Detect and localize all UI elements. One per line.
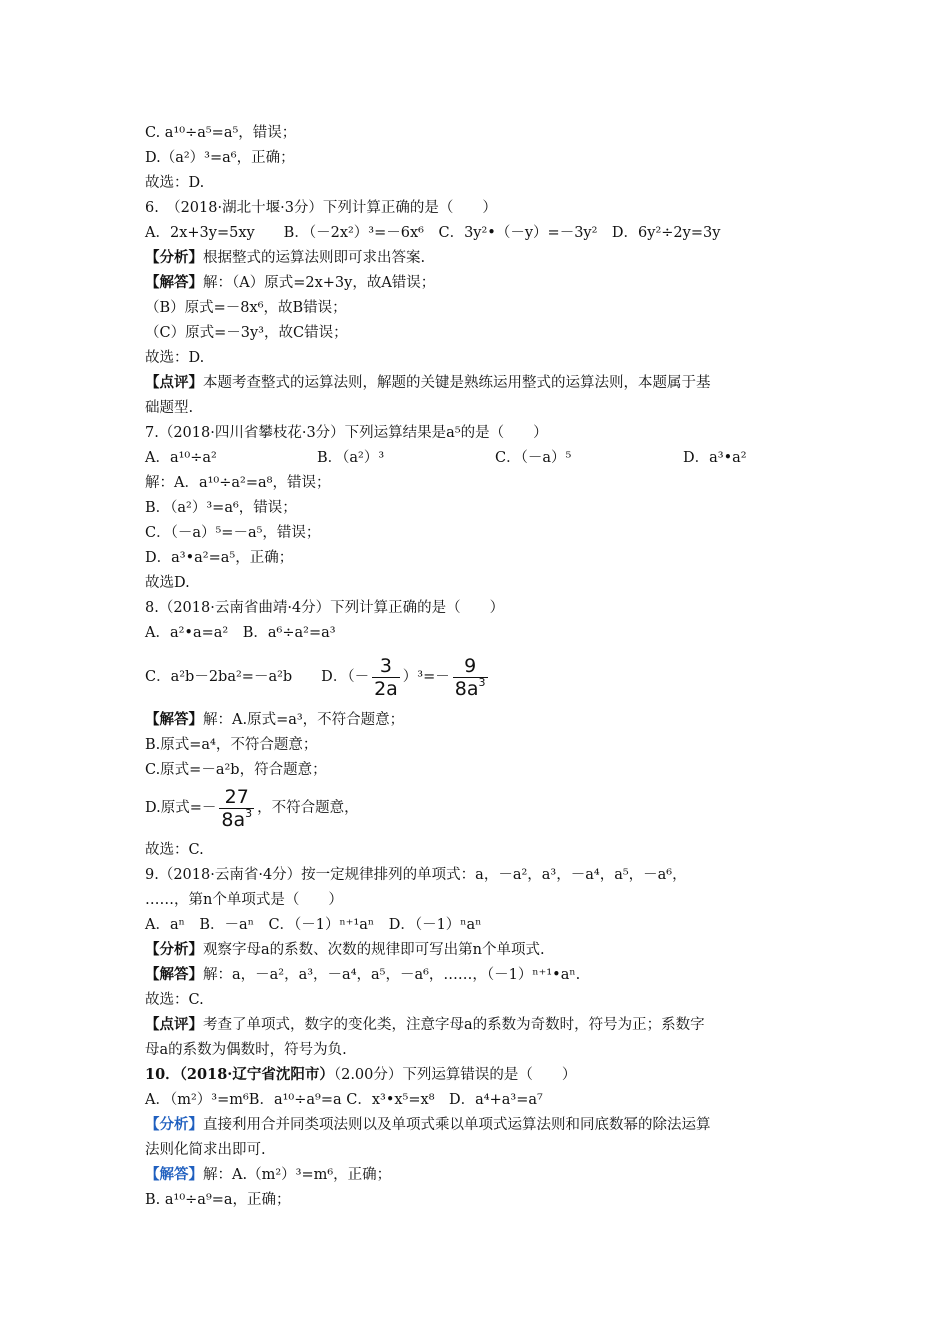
question-7-sol-b: B．（a²）³=a⁶，错误； (145, 500, 297, 516)
question-7-sol-d: D．a³•a²=a⁵，正确； (145, 550, 294, 566)
q7-option-c: C．（－a）⁵ (495, 450, 572, 466)
denominator-base: 8a (221, 808, 246, 831)
q10-source: 10．（2018·辽宁省沈阳市） (145, 1066, 334, 1083)
fraction-3-over-2a (372, 655, 400, 700)
analysis-text: 观察字母a的系数、次数的规律即可写出第n个单项式. (203, 942, 545, 958)
analysis-tag: 【分析】 (145, 941, 203, 958)
analysis-tag: 【分析】 (145, 249, 203, 266)
analysis-text: 直接利用合并同类项法则以及单项式乘以单项式运算法则和同底数幂的除法运算 (203, 1117, 711, 1133)
question-7-title: 7.（2018·四川省攀枝花·3分）下列运算结果是a⁵的是（ ） (145, 425, 548, 441)
q7-option-a: A．a¹⁰÷a² (145, 450, 217, 466)
fraction-denominator (453, 677, 488, 700)
question-9-title: 9.（2018·云南省·4分）按一定规律排列的单项式：a，－a²，a³，－a⁴，a⁵，－a⁶， (145, 867, 687, 883)
answer-tag: 【解答】 (145, 274, 203, 291)
q7-option-b: B．（a²）³ (317, 450, 385, 466)
fraction-9-over-8a3 (453, 655, 488, 700)
q8-option-d-mid: ）³=－ (402, 669, 450, 685)
answer-text: 解：A.（m²）³=m⁶，正确； (203, 1167, 392, 1183)
question-6-answer (145, 273, 435, 293)
question-7-sol-c: C．（－a）⁵=－a⁵，错误； (145, 525, 321, 541)
fraction-27-over-8a3 (219, 786, 254, 831)
comment-tag: 【点评】 (145, 1016, 203, 1033)
question-6-c: （C）原式=－3y³，故C错误； (145, 325, 348, 341)
q8-d-pre: D.原式=－ (145, 800, 217, 816)
question-10-title (145, 1065, 576, 1085)
q8-d-post: ，不符合题意， (257, 800, 359, 816)
comment-text: 本题考查整式的运算法则，解题的关键是熟练运用整式的运算法则，本题属于基 (203, 375, 711, 391)
analysis-text: 根据整式的运算法则即可求出答案. (203, 250, 426, 266)
fraction-denominator: 2a (374, 677, 398, 700)
line-d-correct: D.（a²）³=a⁶，正确； (145, 150, 295, 166)
question-8-b: B.原式=a⁴，不符合题意； (145, 737, 318, 753)
question-9-comment-cont: 母a的系数为偶数时，符号为负. (145, 1042, 347, 1058)
question-6-choose: 故选：D. (145, 350, 205, 366)
denominator-exponent: 3 (478, 675, 486, 689)
question-9-answer (145, 965, 580, 985)
question-10-options: A．（m²）³=m⁶B．a¹⁰÷a⁹=a C．x³•x⁵=x⁸ D．a⁴+a³=a⁷ (145, 1092, 543, 1108)
question-6-comment-cont: 础题型. (145, 400, 194, 416)
question-9-title-cont: ……，第n个单项式是（ ） (145, 892, 343, 908)
fraction-numerator: 27 (224, 785, 249, 808)
fraction-numerator: 3 (379, 654, 392, 677)
line-choose-d: 故选：D. (145, 175, 205, 191)
question-8-title: 8.（2018·云南省曲靖·4分）下列计算正确的是（ ） (145, 600, 505, 616)
question-6-analysis (145, 248, 425, 268)
question-6-options: A．2x+3y=5xy B．（－2x²）³=－6x⁶ C．3y²•（－y）=－3y² D．6y²÷2y=3y (145, 225, 721, 241)
question-9-options: A．aⁿ B．－aⁿ C．（－1）ⁿ⁺¹aⁿ D．（－1）ⁿaⁿ (145, 917, 482, 933)
question-7-choose: 故选D. (145, 575, 190, 591)
answer-text: 解：（A）原式=2x+3y，故A错误； (203, 275, 436, 291)
fraction-denominator (219, 808, 254, 831)
comment-tag: 【点评】 (145, 374, 203, 391)
question-10-b: B. a¹⁰÷a⁹=a，正确； (145, 1192, 291, 1208)
question-7-sol-a: 解：A．a¹⁰÷a²=a⁸，错误； (145, 475, 331, 491)
question-10-answer (145, 1165, 391, 1185)
line-c-wrong: C. a¹⁰÷a⁵=a⁵，错误； (145, 125, 297, 141)
question-8-choose: 故选：C. (145, 842, 204, 858)
question-8-d (145, 784, 359, 832)
analysis-tag: 【分析】 (145, 1116, 203, 1133)
q10-title-rest: （2.00分）下列运算错误的是（ ） (333, 1067, 577, 1083)
question-6-b: （B）原式=－8x⁶，故B错误； (145, 300, 347, 316)
answer-text: 解：A.原式=a³，不符合题意； (203, 712, 405, 728)
question-9-comment (145, 1015, 705, 1035)
question-6-comment (145, 373, 711, 393)
question-9-choose: 故选：C. (145, 992, 204, 1008)
question-6-title: 6. （2018·湖北十堰·3分）下列计算正确的是（ ） (145, 200, 497, 216)
question-10-analysis (145, 1115, 711, 1135)
denominator-exponent: 3 (245, 806, 253, 820)
answer-tag: 【解答】 (145, 966, 203, 983)
q7-option-d: D．a³•a² (683, 450, 747, 466)
comment-text: 考查了单项式，数字的变化类，注意字母a的系数为奇数时，符号为正；系数字 (203, 1017, 705, 1033)
question-9-analysis (145, 940, 545, 960)
denominator-base: 8a (454, 677, 479, 700)
answer-tag: 【解答】 (145, 1166, 203, 1183)
question-10-analysis-cont: 法则化简求出即可. (145, 1142, 266, 1158)
question-8-c: C.原式=－a²b，符合题意； (145, 762, 327, 778)
question-8-options-ab: A．a²•a=a² B．a⁶÷a²=a³ (145, 625, 336, 641)
question-8-answer (145, 710, 404, 730)
answer-text: 解：a，－a²，a³，－a⁴，a⁵，－a⁶，……，（－1）ⁿ⁺¹•aⁿ. (203, 967, 581, 983)
fraction-numerator: 9 (464, 654, 477, 677)
question-8-options-cd (145, 653, 491, 701)
answer-tag: 【解答】 (145, 711, 203, 728)
q8-option-c: C．a²b－2ba²=－a²b D．（－ (145, 669, 370, 685)
